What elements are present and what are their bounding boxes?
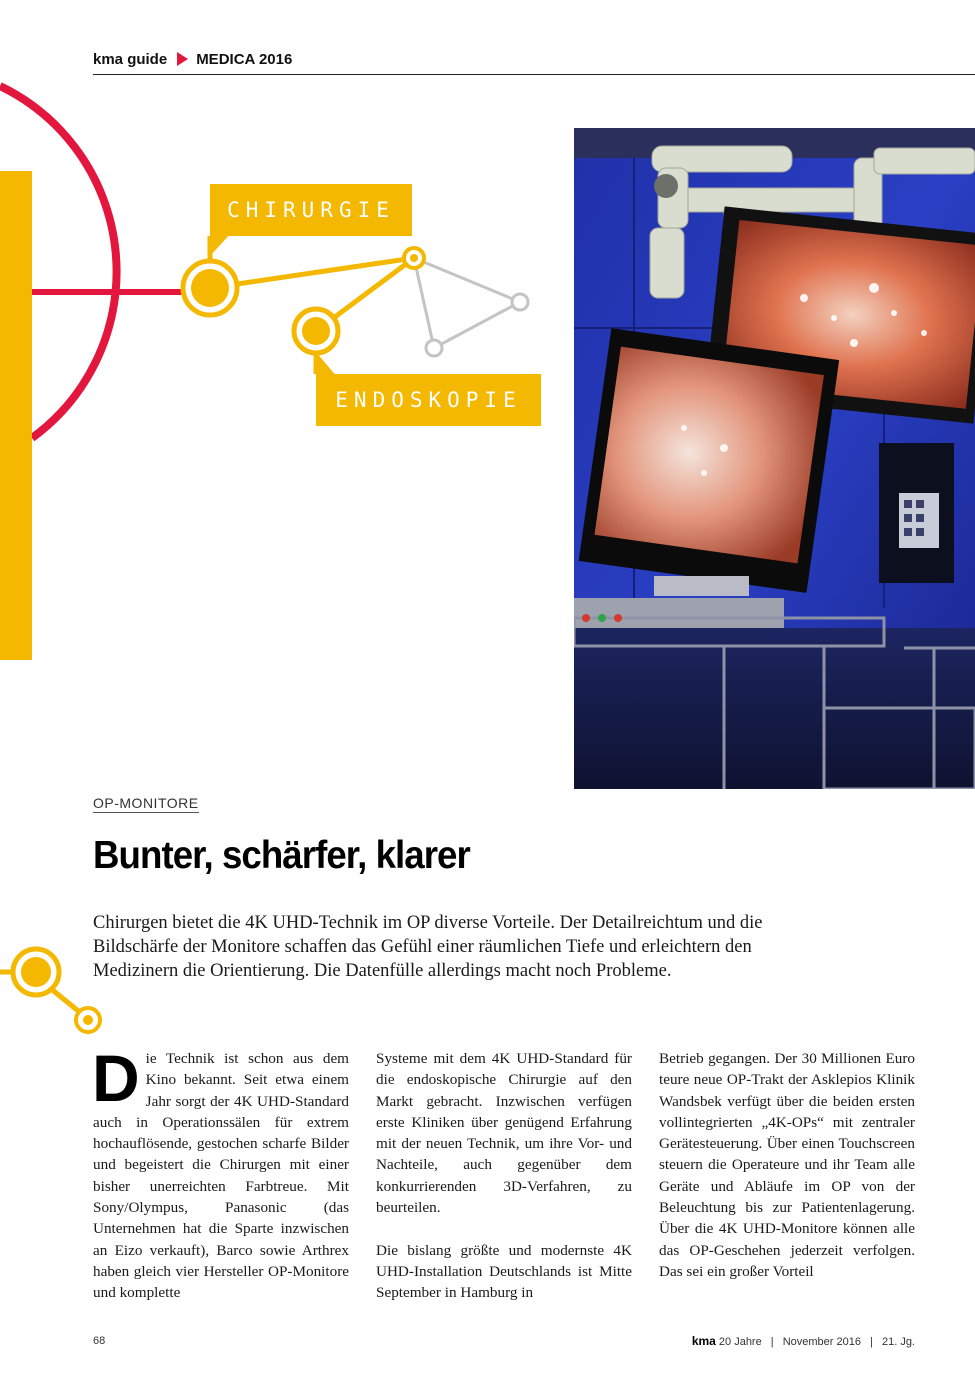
- node-core: [410, 254, 418, 262]
- page-number: 68: [93, 1335, 106, 1347]
- tag-chirurgie: [210, 184, 412, 236]
- footer-issue: November 2016: [782, 1336, 861, 1348]
- tag-chirurgie-label: CHIRURGIE: [227, 198, 395, 222]
- footer-volume: 21. Jg.: [881, 1336, 915, 1348]
- body-paragraph: Systeme mit dem 4K UHD-Standard für die endoskopische Chirurgie auf den Markt gebracht. Inzwischen verfügen erste Kliniken über genügend Erfahrung mit der neuen Technik, um ihre Vor- und Nachteile, auch gegenüber dem konkurrierenden 3D-Verfahren, zu beurteilen.: [376, 1050, 632, 1217]
- operating-room-photo: [574, 128, 975, 789]
- gray-network-lines: [414, 258, 520, 348]
- footer-brand: kma: [691, 1334, 716, 1348]
- article-lead: Chirurgen bietet die 4K UHD-Technik im OP diverse Vorteile. Der Detailreichtum und die Bildschärfe der Monitore schaffen das Gefühl einer räumlichen Tiefe und erleichtern den Medizinern die Orientierung. Die Datenfülle allerdings macht noch Probleme.: [93, 913, 763, 981]
- body-column-1: [92, 1041, 349, 1304]
- body-paragraph: Die bislang größte und modernste 4K UHD-Installation Deutschlands ist Mitte September in Hamburg in: [376, 1241, 632, 1302]
- drop-cap: D: [92, 1041, 140, 1115]
- photo-illustration: [574, 128, 975, 789]
- body-text: ie Technik ist schon aus dem Kino bekannt. Seit etwa einem Jahr sorgt der 4K UHD-Standard auch in Operationssälen für extrem hochauflösende, gestochen scharfe Bilder und begeistert die Chirurgen mit einer bisher unerreichten Farbtreue. Mit Sony/Olympus, Panasonic (das Unternehmen hat die Sparte inzwischen an Eizo verkauft), Barco sowie Arthrex haben gleich vier Hersteller OP-Monitore und komplette: [93, 1050, 349, 1302]
- article-headline: Bunter, schärfer, klarer: [93, 834, 470, 877]
- body-paragraph: Betrieb gegangen. Der 30 Millionen Euro teure neue OP-Trakt der Asklepios Klinik Wandsbek verfügt über die beiden ersten vollintegrierten „4K-OPs“ mit zentraler Gerätesteuerung. Über einen Touchscreen steuern die Operateure und ihr Team alle Geräte und Abläufe im OP von der Beleuchtung bis zur Patientenlagerung. Über die 4K UHD-Monitore können alle das OP-Geschehen jederzeit verfolgen. Das sei ein großer Vorteil: [659, 1050, 915, 1280]
- node-core: [191, 269, 229, 307]
- header-brand: kma guide: [93, 50, 168, 68]
- footer-anniversary: 20 Jahre: [718, 1336, 762, 1348]
- yellow-side-bar: [0, 171, 32, 660]
- yellow-connector-line: [50, 988, 82, 1014]
- node-core: [302, 317, 330, 345]
- footer-separator: |: [770, 1336, 774, 1348]
- node-core: [21, 957, 51, 987]
- header-section: MEDICA 2016: [196, 50, 293, 68]
- footer-separator: |: [870, 1336, 873, 1348]
- footer-issue-info: [692, 1334, 915, 1348]
- node-core: [83, 1015, 93, 1025]
- tag-endoskopie-label: ENDOSKOPIE: [335, 388, 522, 412]
- body-column-3: [659, 1048, 915, 1282]
- tag-endoskopie: [316, 374, 541, 426]
- gray-node-icon: [426, 340, 442, 356]
- gray-node-icon: [512, 294, 528, 310]
- article-kicker: OP-MONITORE: [93, 795, 199, 811]
- body-column-2: [376, 1048, 632, 1304]
